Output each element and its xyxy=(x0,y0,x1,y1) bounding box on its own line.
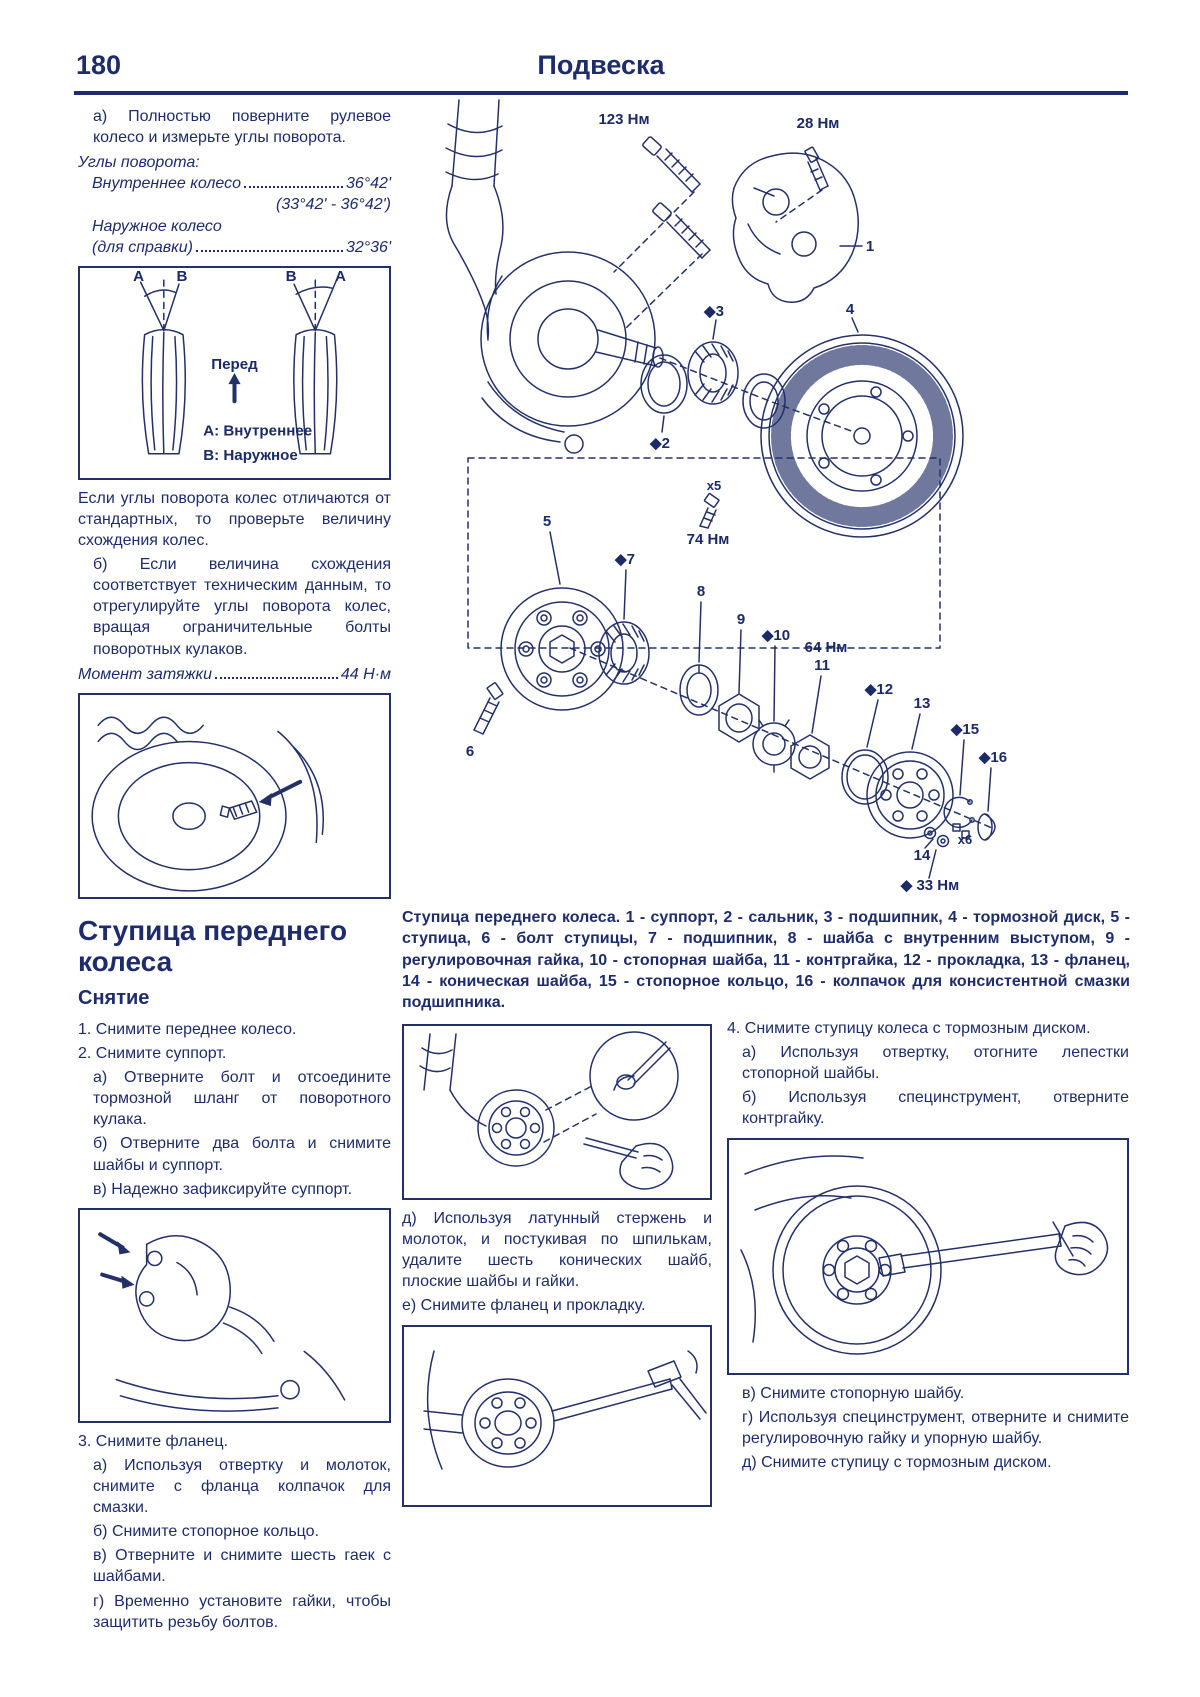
legend-b: B: Наружное xyxy=(203,446,298,464)
angle-label-a-left: A xyxy=(133,267,145,285)
strut-drawing xyxy=(420,1034,486,1126)
left-column xyxy=(78,104,391,1636)
figure-drum-adjuster xyxy=(78,693,391,899)
step-4v: в) Снимите стопорную шайбу. xyxy=(742,1384,965,1402)
page-title: Подвеска xyxy=(537,50,665,80)
washer-8-drawing xyxy=(680,665,718,715)
spec-line-inner xyxy=(78,173,391,194)
step-3v: в) Отверните и снимите шесть гаек с шайбами. xyxy=(93,1547,391,1586)
drum-drawing xyxy=(92,717,323,891)
step-2: 2. Снимите суппорт. xyxy=(78,1044,227,1062)
part-number-15: ◆15 xyxy=(950,721,980,738)
angle-label-b-left: B xyxy=(176,267,188,285)
adjuster-bolt-drawing xyxy=(220,801,256,819)
magnifier-inset-drawing xyxy=(544,1032,678,1142)
pointer-arrow xyxy=(268,782,300,798)
drum-adjuster-diagram xyxy=(80,695,389,897)
para-adjust: б) Если величина схождения соответствует техническим данным, то отрегулируйте углы поворота колес, вращая ограничительные болты поворотных кулаков. xyxy=(93,556,391,658)
adjust-nut-9-drawing xyxy=(719,694,759,742)
part-number-2: ◆2 xyxy=(650,435,670,452)
locknut-11-drawing xyxy=(791,735,829,779)
spec-outer-label: Наружное колесо xyxy=(92,217,222,235)
part-number-10: ◆10 xyxy=(761,627,791,644)
dot-leader xyxy=(215,677,338,679)
part-number-8: 8 xyxy=(696,583,706,600)
bottom-right-column xyxy=(727,1016,1129,1476)
part-number-13: 13 xyxy=(913,695,931,712)
right-column xyxy=(402,96,1130,1013)
spec-inner-value: 36°42' xyxy=(345,175,391,193)
spec-line-outer-value xyxy=(78,237,391,258)
caliper-drawing xyxy=(732,153,858,302)
special-tool-drawing xyxy=(879,1222,1073,1276)
page-number: 180 xyxy=(76,50,122,80)
exploded-caption: Ступица переднего колеса. 1 - суппорт, 2 - сальник, 3 - подшипник, 4 - тормозной диск, 5 - ступица, 6 - болт ступицы, 7 - подшипник, 8 - шайба с внутренним выступом, 9 - регулировочная гайка, 10 - стопорная шайба, 11 - контргайка, 12 - прокладка, 13 - фланец, 14 - коническая шайба, 15 - стопорное кольцо, 16 - колпачок для консистентной смазки подшипника. xyxy=(402,909,1130,1012)
hand-drawing xyxy=(1055,1222,1107,1274)
front-arrow-head xyxy=(228,373,240,384)
flange-drift-hammer-diagram xyxy=(404,1327,710,1505)
spec-outer-note: (для справки) xyxy=(92,238,193,256)
brake-disc-drawing xyxy=(773,1186,941,1354)
caliper-bolt-drawing xyxy=(642,136,710,258)
para-step3-e: е) Снимите фланец и прокладку. xyxy=(402,1297,646,1315)
step-4: 4. Снимите ступицу колеса с тормозным диском. xyxy=(727,1020,1091,1037)
front-label: Перед xyxy=(211,355,258,373)
step-2v: в) Надежно зафиксируйте суппорт. xyxy=(93,1180,353,1198)
locknut-tool-diagram xyxy=(729,1140,1127,1373)
dot-leader xyxy=(196,250,343,252)
tire-left-drawing xyxy=(141,278,186,454)
step-2a: а) Отверните болт и отсоедините тормозной шланг от поворотного кулака. xyxy=(93,1069,391,1129)
legend-a: A: Внутреннее xyxy=(203,422,313,440)
part-number-4: 4 xyxy=(845,301,855,318)
step-3b: б) Снимите стопорное кольцо. xyxy=(93,1523,320,1541)
label-torque-123nm: 123 Нм xyxy=(598,111,650,128)
part-number-1: 1 xyxy=(865,238,875,255)
caliper-removal-diagram xyxy=(80,1210,389,1421)
label-torque-33nm: ◆ 33 Нм xyxy=(900,877,960,894)
part-number-16: ◆16 xyxy=(978,749,1008,766)
spec-line-outer xyxy=(78,216,391,237)
label-torque-64nm: 64 Нм xyxy=(804,639,848,656)
page-header xyxy=(74,50,1128,95)
spec-line-inner-range xyxy=(78,194,391,215)
spec-inner-range: (33°42' - 36°42') xyxy=(276,196,391,214)
bearing-7-drawing xyxy=(599,622,649,684)
background-suspension-drawing xyxy=(741,1156,863,1342)
label-x6: x6 xyxy=(957,832,973,847)
steering-knuckle-drawing xyxy=(446,100,663,453)
step-4g: г) Используя специнструмент, отверните и снимите регулировочную гайку и упорную шайбу. xyxy=(742,1408,1129,1447)
part-number-3: ◆3 xyxy=(704,303,724,320)
angle-label-b-right: B xyxy=(285,267,297,285)
flange-13-drawing xyxy=(867,752,953,838)
torque-line xyxy=(78,664,391,685)
step-4b: б) Используя специнструмент, отверните контргайку. xyxy=(742,1089,1129,1128)
para-turn-wheel: а) Полностью поверните рулевое колесо и измерьте углы поворота. xyxy=(93,108,391,147)
disc-bolt-drawing xyxy=(700,493,719,528)
step-3: 3. Снимите фланец. xyxy=(78,1432,228,1450)
angle-label-a-right: A xyxy=(335,267,346,285)
grease-cap-16-drawing xyxy=(978,814,995,840)
step-2b: б) Отверните два болта и снимите шайбы и суппорт. xyxy=(93,1135,391,1174)
hand-screwdriver-drawing xyxy=(584,1138,673,1189)
brake-disc-drawing xyxy=(761,335,963,537)
figure-tire-angles xyxy=(78,266,391,480)
step-4d: д) Снимите ступицу с тормозным диском. xyxy=(742,1453,1052,1471)
knuckle-arm-drawing xyxy=(116,1307,344,1411)
caliper-drawing xyxy=(136,1235,230,1340)
section-subtitle: Снятие xyxy=(78,987,150,1010)
para-check-toe: Если углы поворота колес отличаются от стандартных, то проверьте величину схождения колес. xyxy=(78,489,391,550)
hammer-drawing xyxy=(648,1351,706,1419)
figure-locknut-tool xyxy=(727,1138,1129,1375)
part-number-5: 5 xyxy=(542,513,552,530)
part-number-11: 11 xyxy=(814,657,830,674)
section-title: Ступица переднего колеса xyxy=(78,914,348,978)
bolt-arrows xyxy=(100,1234,134,1289)
figure-flange-drift-hammer xyxy=(402,1325,712,1507)
pointer-arrow-head xyxy=(259,793,272,806)
hose-bolt-drawing xyxy=(805,147,828,190)
bottom-middle-column xyxy=(402,1016,712,1515)
bearing-3-drawing xyxy=(688,342,738,404)
spec-heading: Углы поворота: xyxy=(78,154,200,172)
step-1: 1. Снимите переднее колесо. xyxy=(78,1020,297,1038)
spec-outer-value: 32°36' xyxy=(345,238,391,256)
label-torque-74nm: 74 Нм xyxy=(686,531,730,548)
step-3g: г) Временно установите гайки, чтобы защитить резьбу болтов. xyxy=(93,1592,391,1631)
torque-label: Момент затяжки xyxy=(78,665,212,683)
tire-angle-diagram xyxy=(80,268,389,478)
axle-flange-drawing xyxy=(424,1351,554,1469)
step-4a: а) Используя отвертку, отогните лепестки стопорной шайбы. xyxy=(742,1044,1129,1083)
para-step3-d: д) Используя латунный стержень и молоток, и постукивая по шпилькам, удалите шесть конических шайб, плоские шайбы и гайки. xyxy=(402,1210,712,1291)
seal-2-drawing xyxy=(641,355,687,413)
part-number-9: 9 xyxy=(736,611,746,628)
part-number-7: ◆7 xyxy=(615,551,635,568)
figure-caliper-removal xyxy=(78,1208,391,1423)
torque-value: 44 Н·м xyxy=(340,665,391,683)
label-torque-28nm: 28 Нм xyxy=(796,115,840,132)
step-3a: а) Используя отвертку и молоток, снимите с фланца колпачок для смазки. xyxy=(93,1456,391,1517)
figure-hub-grease-cap xyxy=(402,1024,712,1200)
dot-leader xyxy=(244,186,343,188)
part-number-12: ◆12 xyxy=(864,681,894,698)
exploded-diagram xyxy=(402,96,1130,898)
label-x5: x5 xyxy=(706,478,722,493)
hub-drawing xyxy=(501,588,623,710)
part-number-14: 14 xyxy=(913,847,931,864)
hub-drawing xyxy=(478,1090,554,1166)
hub-bolt-drawing xyxy=(474,682,503,734)
spec-inner-label: Внутреннее колесо xyxy=(92,175,242,193)
part-number-6: 6 xyxy=(465,743,475,760)
hub-grease-cap-diagram xyxy=(404,1026,710,1198)
